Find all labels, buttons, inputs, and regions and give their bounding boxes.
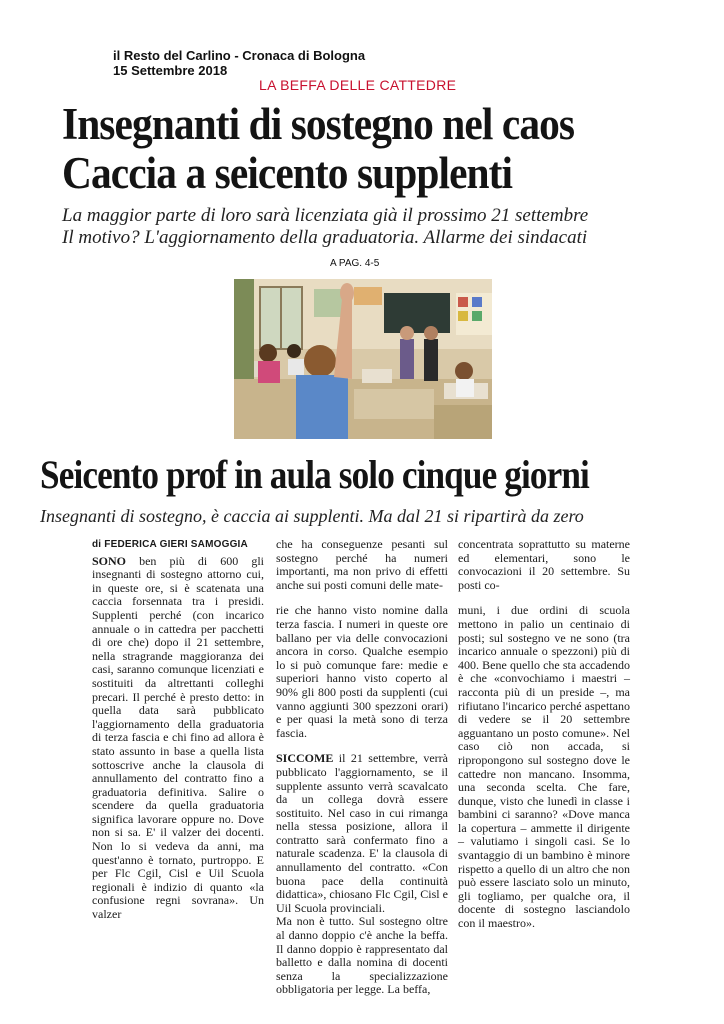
col1-text: ben più di 600 gli insegnanti di sostegno attorno cui, in queste ore, si è scatenata una caccia forsennata tra i presidi. Supplenti perché (con incarico annuale o in cattedra per pacchetti di ore che) dopo il 21 settembre, nella stragrande maggioranza dei casi, saranno comunque licenziati e sostituiti da altrettanti colleghi precari. Il perché è presto detto: in quella data sarà pubblicato l'aggiornamento della graduatoria di terza fascia e chi fino ad allora è stato assunto in base a quella lista sottoscrive anche la clausola di annullamento del contratto fino a graduatoria definitiva. Salire o scendere da quella graduatoria significa lavorare oppure no. Dove non si sa. E' il valzer dei docenti. Non lo si vedeva da anni, ma quest'anno è tornato, purtroppo. E per Flc Cgil, Cisl e Uil Scuola regionali è indizio di quanto «la confusione regni sovrana». Un valzer [92,553,264,922]
col2-paragraph-4: Ma non è tutto. Sul sostegno oltre al danno doppio c'è anche la beffa. Il danno doppio è rappresentato dal balletto e dalla nomina di docenti senza la specializzazione obbligatoria per legge. La beffa, [276,914,448,997]
main-headline [62,100,632,198]
article-column-1 [92,538,264,922]
col3-paragraph-2: muni, i due ordini di scuola mettono in palio un centinaio di posti; sul sostegno ve ne sono (tra incarico annuale o spezzoni) più di 400. Bene quello che sta accadendo è che «convochiamo i maestri – racconta più di un preside –, ma rifiutano l'incarico perché aspettano di vedere se il 20 settembre agguantano un posto comune». Nel caso ciò non accada, si ripropongono sul sostegno dove le cattedre non mancano. Insomma, una seconda scelta. Che fare, dunque, visto che lunedì in classe i bambini ci saranno? «Dove manca la copertura – ammette il dirigente – valutiamo i singoli casi. Se lo svantaggio di un bambino è minore rispetto a quello di un altro che non può essere lasciato solo un minuto, gli togliamo, per qualche ora, il docente di sostegno lasciandolo con il maestro». [458,603,630,931]
col2-paragraph-1: che ha conseguenze pesanti sul sostegno perché ha numeri importanti, ma non privo di effetti anche sui posti comuni delle mate- [276,537,448,592]
main-subheadline-line1: La maggior parte di loro sarà licenziata già il prossimo 21 settembre [62,205,589,226]
main-subheadline [62,205,588,249]
source-publication: il Resto del Carlino - Cronaca di Bologna [113,48,366,63]
article-column-2 [276,538,448,997]
article-byline: di FEDERICA GIERI SAMOGGIA [92,539,248,550]
classroom-photo [234,279,492,439]
article-subheadline: Insegnanti di sostegno, è caccia ai supplenti. Ma dal 21 si ripartirà da zero [40,506,584,526]
col1-paragraph [92,555,264,922]
col1-lead: SONO [92,553,127,568]
section-kicker: LA BEFFA DELLE CATTEDRE [259,77,457,93]
col3-paragraph-1: concentrata soprattutto su materne ed elementari, sono le convocazioni il 20 settembre. Su posti co- [458,537,630,592]
col2-lead: SICCOME [276,751,334,766]
main-headline-line2: Caccia a seicento supplenti [62,148,513,198]
article-column-3 [458,538,630,931]
col2-text-3: il 21 settembre, verrà pubblicato l'aggiornamento, se il supplente assunto verrà scavalcato da un collega dovrà essere sostituito. Nel caso in cui rimanga nella stessa posizione, allora il contratto sarà confermato fino a naturale scadenza. E' la clausola di annullamento del contratto. «Con buona pace della continuità didattica», chiosano Flc Cgil, Cisl e Uil Scuola provinciali. [276,751,448,915]
article-headline: Seicento prof in aula solo cinque giorni [40,452,589,497]
col2-paragraph-2: rie che hanno visto nomine dalla terza fascia. I numeri in queste ore ballano per via delle convocazioni ancora in corso. Qualche esempio lo si può comunque fare: medie e superiori hanno visto coperto al 90% gli 800 posti da supplenti (cui vanno aggiunti 300 spezzoni orari) e per quasi la metà sono di terza fascia. [276,603,448,740]
main-headline-line1: Insegnanti di sostegno nel caos [62,99,575,149]
main-subheadline-line2: Il motivo? L'aggiornamento della graduatoria. Allarme dei sindacati [62,227,588,248]
source-info [113,48,365,78]
page-reference: A PAG. 4-5 [330,258,380,269]
col2-paragraph-3 [276,752,448,915]
source-date: 15 Settembre 2018 [113,63,228,78]
